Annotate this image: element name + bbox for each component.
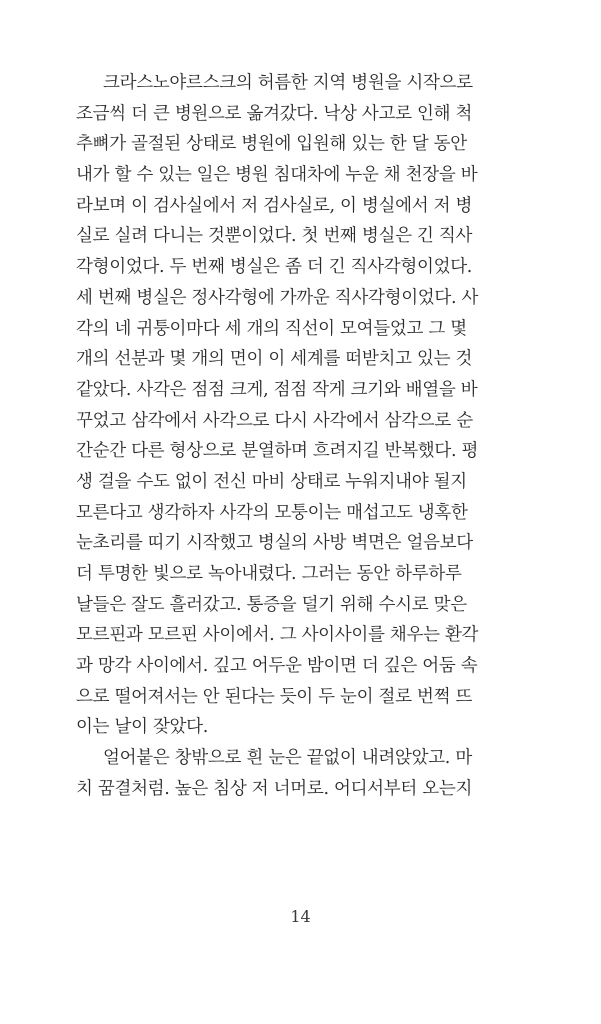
text-line: 개의 선분과 몇 개의 면이 이 세계를 떠받치고 있는 것 — [76, 349, 473, 370]
text-line: 모른다고 생각하자 사각의 모퉁이는 매섭고도 냉혹한 — [76, 502, 468, 523]
text-line: 라보며 이 검사실에서 저 검사실로, 이 병실에서 저 병 — [76, 195, 473, 216]
text-line: 으로 떨어져서는 안 된다는 듯이 두 눈이 절로 번쩍 뜨 — [76, 686, 473, 707]
body-text — [76, 68, 528, 805]
text-line: 이는 날이 잦았다. — [76, 717, 209, 738]
text-line: 각형이었다. 두 번째 병실은 좀 더 긴 직사각형이었다. — [76, 257, 473, 278]
text-line: 추뼈가 골절된 상태로 병원에 입원해 있는 한 달 동안 — [76, 134, 467, 155]
text-line: 간순간 다른 형상으로 분열하며 흐려지길 반복했다. 평 — [76, 441, 479, 462]
text-line: 모르핀과 모르핀 사이에서. 그 사이사이를 채우는 환각 — [76, 625, 479, 646]
text-line: 각의 네 귀퉁이마다 세 개의 직선이 모여들었고 그 몇 — [76, 318, 467, 339]
text-line: 치 꿈결처럼. 높은 침상 저 너머로. 어디서부터 오는지 — [76, 778, 473, 799]
text-line: 세 번째 병실은 정사각형에 가까운 직사각형이었다. 사 — [76, 287, 479, 308]
paragraph-1 — [76, 68, 528, 743]
text-line: 내가 할 수 있는 일은 병원 침대차에 누운 채 천장을 바 — [76, 165, 478, 186]
text-line: 얼어붙은 창밖으로 흰 눈은 끝없이 내려앉았고. 마 — [103, 748, 472, 769]
text-line: 날들은 잘도 흘러갔고. 통증을 덜기 위해 수시로 맞은 — [76, 594, 467, 615]
text-line: 과 망각 사이에서. 깊고 어두운 밤이면 더 깊은 어둠 속 — [76, 656, 478, 677]
text-line: 크라스노야르스크의 허름한 지역 병원을 시작으로 — [103, 73, 473, 93]
text-line: 조금씩 더 큰 병원으로 옮겨갔다. 낙상 사고로 인해 척 — [76, 103, 473, 124]
text-line: 같았다. 사각은 점점 크게, 점점 작게 크기와 배열을 바 — [76, 379, 478, 400]
page-number: 14 — [290, 907, 311, 926]
text-line: 더 투명한 빛으로 녹아내렸다. 그러는 동안 하루하루 — [76, 564, 462, 584]
paragraph-2 — [76, 743, 528, 804]
text-line: 꾸었고 삼각에서 사각으로 다시 사각에서 삼각으로 순 — [76, 410, 473, 431]
text-line: 생 걸을 수도 없이 전신 마비 상태로 누워지내야 될지 — [76, 471, 467, 492]
text-line: 눈초리를 띠기 시작했고 병실의 사방 벽면은 얼음보다 — [76, 533, 473, 554]
text-line: 실로 실려 다니는 것뿐이었다. 첫 번째 병실은 긴 직사 — [76, 226, 473, 247]
